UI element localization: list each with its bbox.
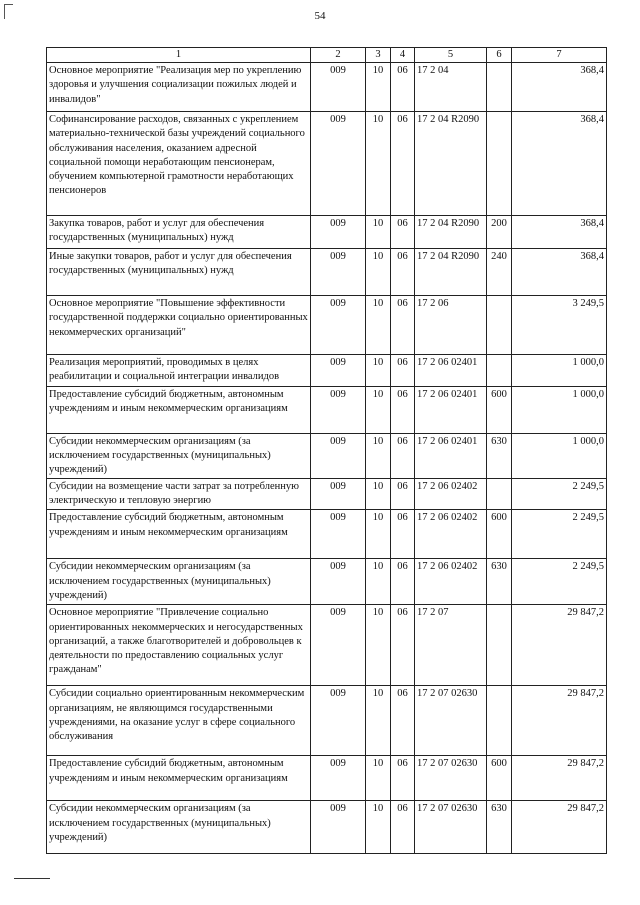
header-col-name: 1	[47, 48, 311, 63]
row-expense-type	[487, 112, 512, 216]
row-name: Иные закупки товаров, работ и услуг для обеспечения государственных (муниципальных) нужд	[47, 249, 311, 296]
row-admin-code: 009	[311, 559, 366, 605]
row-section: 10	[366, 296, 391, 355]
row-section: 10	[366, 216, 391, 249]
row-expense-type	[487, 479, 512, 510]
row-name: Основное мероприятие "Повышение эффективности государственной поддержки социально ориентированных некоммерческих организаций"	[47, 296, 311, 355]
row-amount: 1 000,0	[512, 386, 607, 433]
row-amount: 368,4	[512, 216, 607, 249]
row-subsection: 06	[391, 510, 415, 559]
row-target-article: 17 2 04 R2090	[415, 216, 487, 249]
table-row	[47, 386, 607, 433]
row-amount: 368,4	[512, 112, 607, 216]
table-row	[47, 112, 607, 216]
row-amount: 368,4	[512, 249, 607, 296]
row-name: Основное мероприятие "Привлечение социально ориентированных некоммерческих и негосударственных организаций, а также благотворителей и добровольцев к деятельности по предоставлению социальных услуг гражданам"	[47, 605, 311, 686]
row-admin-code: 009	[311, 433, 366, 479]
row-expense-type: 630	[487, 801, 512, 854]
row-target-article: 17 2 07 02630	[415, 686, 487, 756]
row-admin-code: 009	[311, 249, 366, 296]
page-number: 54	[314, 10, 326, 22]
row-expense-type	[487, 63, 512, 112]
table-row	[47, 510, 607, 559]
row-name: Закупка товаров, работ и услуг для обеспечения государственных (муниципальных) нужд	[47, 216, 311, 249]
row-expense-type: 600	[487, 386, 512, 433]
header-col-admin: 2	[311, 48, 366, 63]
row-expense-type: 600	[487, 510, 512, 559]
table-row	[47, 479, 607, 510]
row-admin-code: 009	[311, 216, 366, 249]
row-amount: 29 847,2	[512, 801, 607, 854]
row-subsection: 06	[391, 559, 415, 605]
row-admin-code: 009	[311, 479, 366, 510]
row-target-article: 17 2 06 02401	[415, 386, 487, 433]
row-expense-type: 630	[487, 433, 512, 479]
row-target-article: 17 2 06 02401	[415, 433, 487, 479]
row-admin-code: 009	[311, 801, 366, 854]
row-amount: 29 847,2	[512, 605, 607, 686]
row-subsection: 06	[391, 216, 415, 249]
table-row	[47, 249, 607, 296]
row-subsection: 06	[391, 433, 415, 479]
row-name: Предоставление субсидий бюджетным, автономным учреждениям и иным некоммерческим организациям	[47, 756, 311, 801]
row-amount: 29 847,2	[512, 756, 607, 801]
table-row	[47, 63, 607, 112]
row-target-article: 17 2 06 02401	[415, 355, 487, 386]
row-section: 10	[366, 112, 391, 216]
row-admin-code: 009	[311, 296, 366, 355]
row-target-article: 17 2 06	[415, 296, 487, 355]
row-expense-type	[487, 355, 512, 386]
row-name: Предоставление субсидий бюджетным, автономным учреждениям и иным некоммерческим организациям	[47, 386, 311, 433]
row-amount: 1 000,0	[512, 433, 607, 479]
row-target-article: 17 2 06 02402	[415, 479, 487, 510]
row-expense-type: 630	[487, 559, 512, 605]
row-name: Предоставление субсидий бюджетным, автономным учреждениям и иным некоммерческим организациям	[47, 510, 311, 559]
row-target-article: 17 2 04 R2090	[415, 249, 487, 296]
header-row	[47, 48, 607, 63]
row-subsection: 06	[391, 756, 415, 801]
row-subsection: 06	[391, 479, 415, 510]
row-name: Основное мероприятие "Реализация мер по укреплению здоровья и улучшения социализации пожилых людей и инвалидов"	[47, 63, 311, 112]
row-expense-type: 600	[487, 756, 512, 801]
table-row	[47, 296, 607, 355]
row-subsection: 06	[391, 112, 415, 216]
row-section: 10	[366, 686, 391, 756]
row-subsection: 06	[391, 686, 415, 756]
row-section: 10	[366, 433, 391, 479]
table-row	[47, 355, 607, 386]
row-target-article: 17 2 04	[415, 63, 487, 112]
row-section: 10	[366, 63, 391, 112]
row-amount: 368,4	[512, 63, 607, 112]
row-admin-code: 009	[311, 686, 366, 756]
table-row	[47, 559, 607, 605]
table-row	[47, 433, 607, 479]
row-subsection: 06	[391, 249, 415, 296]
row-name: Субсидии некоммерческим организациям (за исключением государственных (муниципальных) учреждений)	[47, 559, 311, 605]
row-target-article: 17 2 07 02630	[415, 756, 487, 801]
row-expense-type: 200	[487, 216, 512, 249]
row-name: Софинансирование расходов, связанных с укреплением материально-технической базы учреждений социального обслуживания населения, оказанием адресной социальной помощи неработающим пенсионерам, обучением компьютерной грамотности неработающих пенсионеров	[47, 112, 311, 216]
table-row	[47, 756, 607, 801]
row-amount: 1 000,0	[512, 355, 607, 386]
row-name: Субсидии некоммерческим организациям (за исключением государственных (муниципальных) учреждений)	[47, 801, 311, 854]
row-section: 10	[366, 249, 391, 296]
footer-rule	[14, 878, 50, 879]
header-col-type: 6	[487, 48, 512, 63]
row-subsection: 06	[391, 605, 415, 686]
row-section: 10	[366, 510, 391, 559]
row-admin-code: 009	[311, 756, 366, 801]
row-name: Субсидии социально ориентированным некоммерческим организациям, не являющимся государственными учреждениями, на оказание услуг в сфере социального обслуживания	[47, 686, 311, 756]
row-expense-type	[487, 296, 512, 355]
row-target-article: 17 2 07	[415, 605, 487, 686]
row-name: Субсидии на возмещение части затрат за потребленную электрическую и тепловую энергию	[47, 479, 311, 510]
row-subsection: 06	[391, 63, 415, 112]
table-row	[47, 216, 607, 249]
row-admin-code: 009	[311, 63, 366, 112]
row-section: 10	[366, 559, 391, 605]
row-admin-code: 009	[311, 605, 366, 686]
row-amount: 2 249,5	[512, 510, 607, 559]
row-subsection: 06	[391, 386, 415, 433]
row-subsection: 06	[391, 801, 415, 854]
row-section: 10	[366, 605, 391, 686]
row-admin-code: 009	[311, 355, 366, 386]
header-col-amount: 7	[512, 48, 607, 63]
table-row	[47, 605, 607, 686]
row-target-article: 17 2 04 R2090	[415, 112, 487, 216]
row-section: 10	[366, 801, 391, 854]
row-admin-code: 009	[311, 510, 366, 559]
row-section: 10	[366, 355, 391, 386]
table-row	[47, 801, 607, 854]
header-col-section: 3	[366, 48, 391, 63]
row-target-article: 17 2 06 02402	[415, 510, 487, 559]
row-name: Субсидии некоммерческим организациям (за исключением государственных (муниципальных) учреждений)	[47, 433, 311, 479]
row-target-article: 17 2 06 02402	[415, 559, 487, 605]
row-section: 10	[366, 386, 391, 433]
row-section: 10	[366, 756, 391, 801]
row-subsection: 06	[391, 355, 415, 386]
row-target-article: 17 2 07 02630	[415, 801, 487, 854]
row-subsection: 06	[391, 296, 415, 355]
row-admin-code: 009	[311, 386, 366, 433]
row-amount: 29 847,2	[512, 686, 607, 756]
row-expense-type	[487, 605, 512, 686]
row-amount: 2 249,5	[512, 559, 607, 605]
row-amount: 3 249,5	[512, 296, 607, 355]
row-expense-type	[487, 686, 512, 756]
header-col-subsection: 4	[391, 48, 415, 63]
row-section: 10	[366, 479, 391, 510]
row-amount: 2 249,5	[512, 479, 607, 510]
row-admin-code: 009	[311, 112, 366, 216]
row-name: Реализация мероприятий, проводимых в целях реабилитации и социальной интеграции инвалидов	[47, 355, 311, 386]
budget-table	[46, 47, 607, 854]
header-col-target: 5	[415, 48, 487, 63]
row-expense-type: 240	[487, 249, 512, 296]
table-row	[47, 686, 607, 756]
